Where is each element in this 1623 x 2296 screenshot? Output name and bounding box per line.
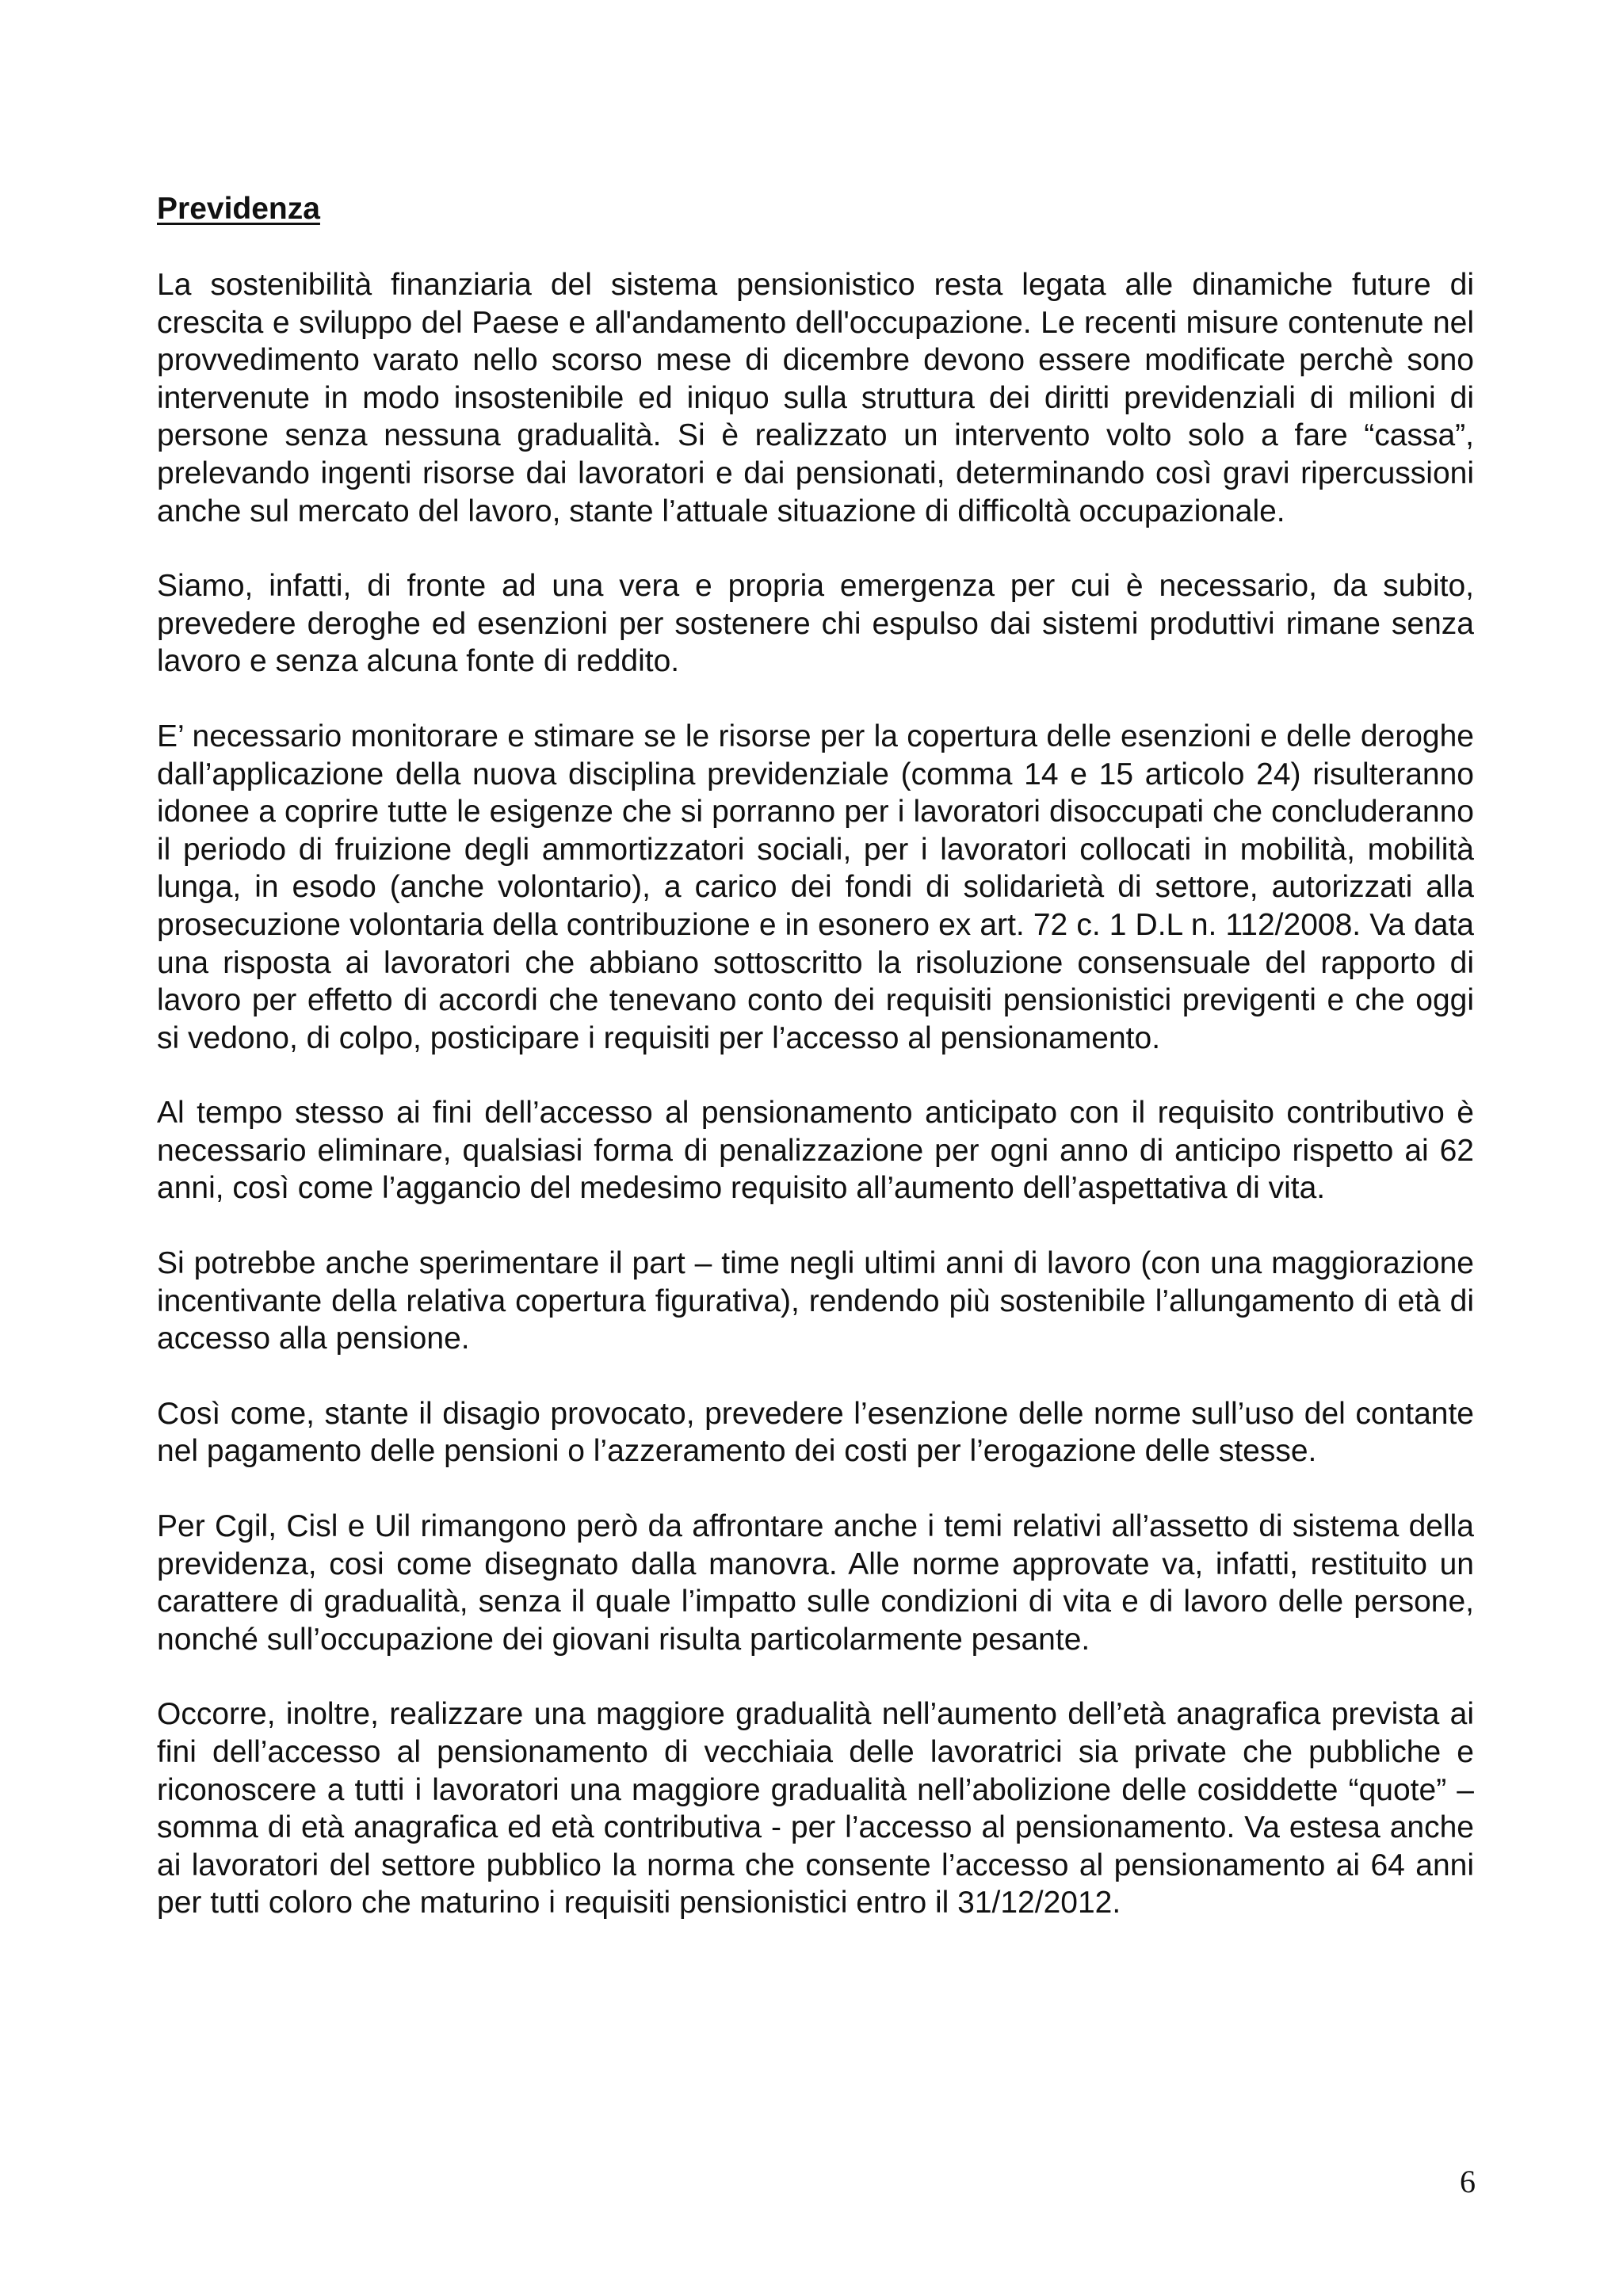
paragraph-4: Al tempo stesso ai fini dell’accesso al pensionamento anticipato con il requisito contributivo è necessario eliminare, qualsiasi forma di penalizzazione per ogni anno di anticipo rispetto ai 62 anni, così come l’aggancio del medesimo requisito all’aumento dell’aspettativa di vita. [157, 1096, 1474, 1206]
paragraph-1: La sostenibilità finanziaria del sistema pensionistico resta legata alle dinamiche future di crescita e sviluppo del Paese e all'andamento dell'occupazione. Le recenti misure contenute nel provvedimento varato nello scorso mese di dicembre devono essere modificate perchè sono intervenute in modo insostenibile ed iniquo sulla struttura dei diritti previdenziali di milioni di persone senza nessuna gradualità. Si è realizzato un intervento volto solo a fare “cassa”, prelevando ingenti risorse dai lavoratori e dai pensionati, determinando così gravi ripercussioni anche sul mercato del lavoro, stante l’attuale situazione di difficoltà occupazionale. [157, 268, 1474, 528]
paragraph-6: Così come, stante il disagio provocato, prevedere l’esenzione delle norme sull’uso del contante nel pagamento delle pensioni o l’azzeramento dei costi per l’erogazione delle stesse. [157, 1396, 1474, 1469]
paragraph-3: E’ necessario monitorare e stimare se le risorse per la copertura delle esenzioni e delle deroghe dall’applicazione della nuova disciplina previdenziale (comma 14 e 15 articolo 24) risulteranno idonee a coprire tutte le esigenze che si porranno per i lavoratori disoccupati che concluderanno il periodo di fruizione degli ammortizzatori sociali, per i lavoratori collocati in mobilità, mobilità lunga, in esodo (anche volontario), a carico dei fondi di solidarietà di settore, autorizzati alla prosecuzione volontaria della contribuzione e in esonero ex art. 72 c. 1 D.L n. 112/2008. Va data una risposta ai lavoratori che abbiano sottoscritto la risoluzione consensuale del rapporto di lavoro per effetto di accordi che tenevano conto dei requisiti pensionistici previgenti e che oggi si vedono, di colpo, posticipare i requisiti per l’accesso al pensionamento. [157, 719, 1474, 1055]
document-body [157, 190, 1474, 1959]
paragraph-8: Occorre, inoltre, realizzare una maggiore gradualità nell’aumento dell’età anagrafica prevista ai fini dell’accesso al pensionamento di vecchiaia delle lavoratrici sia private che pubbliche e riconoscere a tutti i lavoratori una maggiore gradualità nell’abolizione delle cosiddette “quote” – somma di età anagrafica ed età contributiva - per l’accesso al pensionamento. Va estesa anche ai lavoratori del settore pubblico la norma che consente l’accesso al pensionamento ai 64 anni per tutti coloro che maturino i requisiti pensionistici entro il 31/12/2012. [157, 1697, 1474, 1920]
paragraph-7: Per Cgil, Cisl e Uil rimangono però da affrontare anche i temi relativi all’assetto di sistema della previdenza, cosi come disegnato dalla manovra. Alle norme approvate va, infatti, restituito un carattere di gradualità, senza il quale l’impatto sulle condizioni di vita e di lavoro delle persone, nonché sull’occupazione dei giovani risulta particolarmente pesante. [157, 1509, 1474, 1657]
paragraph-2: Siamo, infatti, di fronte ad una vera e propria emergenza per cui è necessario, da subito, prevedere deroghe ed esenzioni per sostenere chi espulso dai sistemi produttivi rimane senza lavoro e senza alcuna fonte di reddito. [157, 569, 1474, 679]
section-heading: Previdenza [157, 192, 320, 226]
paragraph-5: Si potrebbe anche sperimentare il part – time negli ultimi anni di lavoro (con una maggiorazione incentivante della relativa copertura figurativa), rendendo più sostenibile l’allungamento di età di accesso alla pensione. [157, 1246, 1474, 1356]
page-number: 6 [1460, 2164, 1476, 2199]
